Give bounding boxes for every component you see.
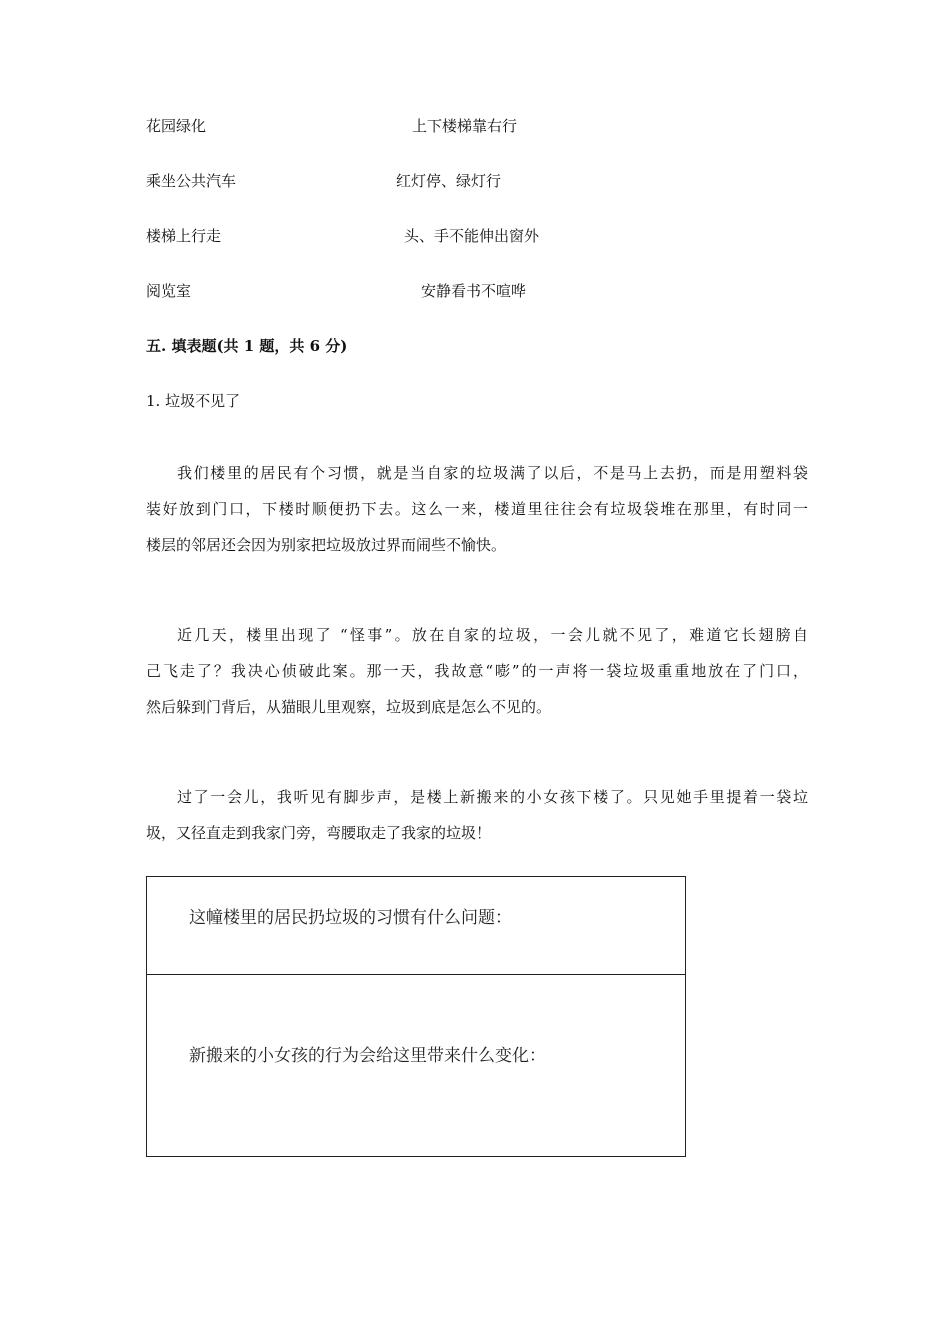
matching-left-item: 楼梯上行走 (146, 227, 222, 245)
answer-table-row-2[interactable] (147, 975, 685, 1156)
matching-left-item: 阅览室 (146, 282, 192, 300)
passage-line: 过了一会儿，我听见有脚步声，是楼上新搬来的小女孩下楼了。只见她手里提着一袋垃 (177, 788, 808, 806)
matching-right-item: 安静看书不喧哗 (421, 282, 527, 300)
passage-line: 己飞走了？我决心侦破此案。那一天，我故意“嘭”的一声将一袋垃圾重重地放在了门口， (146, 662, 808, 680)
passage-line: 装好放到门口，下楼时顺便扔下去。这么一来，楼道里往往会有垃圾袋堆在那里，有时同一 (146, 500, 808, 518)
passage-paragraph-3 (146, 788, 808, 860)
matching-right-item: 头、手不能伸出窗外 (404, 227, 540, 245)
answer-table-row-1[interactable] (147, 877, 685, 975)
matching-right-item: 红灯停、绿灯行 (396, 172, 502, 190)
passage-line: 然后躲到门背后，从猫眼儿里观察，垃圾到底是怎么不见的。 (146, 698, 552, 716)
question-title: 1. 垃圾不见了 (146, 392, 241, 410)
passage-line: 圾，又径直走到我家门旁，弯腰取走了我家的垃圾！ (146, 824, 492, 842)
passage-paragraph-1 (146, 464, 808, 572)
passage-paragraph-2 (146, 626, 808, 734)
matching-left-item: 乘坐公共汽车 (146, 172, 237, 190)
passage-line: 楼层的邻居还会因为别家把垃圾放过界而闹些不愉快。 (146, 536, 507, 554)
passage-line: 近几天，楼里出现了 “怪事”。放在自家的垃圾，一会儿就不见了，难道它长翅膀自 (177, 626, 808, 644)
passage-line: 我们楼里的居民有个习惯，就是当自家的垃圾满了以后，不是马上去扔，而是用塑料袋 (177, 464, 808, 482)
table-question-2: 新搬来的小女孩的行为会给这里带来什么变化： (189, 1046, 546, 1066)
answer-table (146, 876, 686, 1157)
matching-right-item: 上下楼梯靠右行 (412, 117, 518, 135)
table-question-1: 这幢楼里的居民扔垃圾的习惯有什么问题： (189, 908, 512, 928)
matching-left-item: 花园绿化 (146, 117, 207, 135)
section-heading: 五. 填表题(共 1 题，共 6 分) (146, 337, 348, 355)
